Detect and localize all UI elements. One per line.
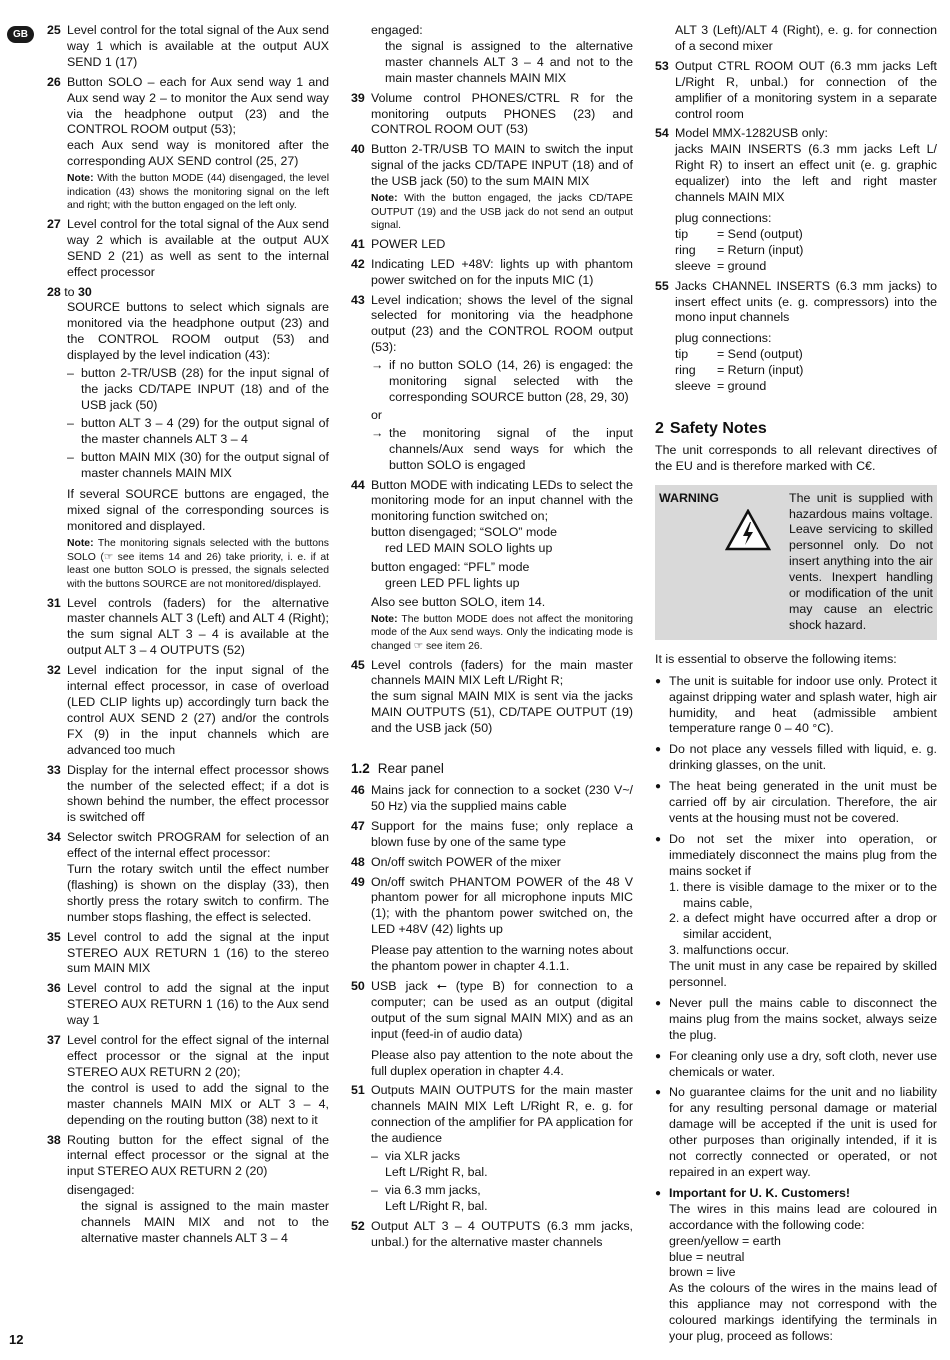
item-text: button disengaged; “SOLO” mode <box>371 525 557 540</box>
item-52 <box>351 1219 633 1251</box>
item-text: Please pay attention to the warning notes about the phantom power in chapter 4.1.1. <box>371 943 633 974</box>
item-number: 42 <box>351 256 365 271</box>
item-text: or <box>371 407 383 422</box>
bullet-text: brown = live <box>669 1265 736 1280</box>
list-number: 3. <box>669 943 680 958</box>
high-voltage-warning-icon <box>725 509 771 551</box>
item-text: red LED MAIN SOLO lights up <box>385 541 553 556</box>
numbered-item <box>669 911 937 943</box>
item-text: If several SOURCE buttons are engaged, the mixed signal of the corresponding sources is monitored and displayed. <box>67 487 329 534</box>
item-number: 26 <box>47 74 61 89</box>
item-28-30 <box>47 285 329 592</box>
usb-icon: ⭠ <box>436 978 447 993</box>
item-25 <box>47 23 329 71</box>
item-number: 41 <box>351 236 365 251</box>
item-34 <box>47 830 329 925</box>
section-title: Safety Notes <box>669 419 767 437</box>
item-39 <box>351 91 633 139</box>
plug-value: = ground <box>717 379 767 394</box>
warning-box <box>655 485 937 640</box>
list-number: 1. <box>669 879 680 894</box>
section-number: 1.2 <box>351 761 370 777</box>
item-number: 39 <box>351 90 365 105</box>
dash-item <box>371 1183 633 1215</box>
item-text: the sum signal MAIN MIX is sent via the jacks MAIN OUTPUTS (51), CD/TAPE OUTPUT (19) and the USB jack (50) <box>371 689 633 736</box>
arrow-item: → the monitoring signal of the input channels/Aux send ways for which the button SOLO is engaged <box>371 426 633 474</box>
item-text: Output ALT 3 – 4 OUTPUTS (6.3 mm jacks, unbal.) for the alternative master channels <box>371 1218 633 1249</box>
item-text: USB jack <box>371 978 437 993</box>
item-35 <box>47 930 329 978</box>
column-1 <box>47 23 329 1251</box>
item-number: 38 <box>47 1132 61 1147</box>
plug-value: = Return (input) <box>717 242 804 257</box>
item-text: Level controls (faders) for the alternative master channels ALT 3 (Left) and ALT 4 (Right); the sum signal ALT 3 – 4 is available at the output ALT 3 – 4 OUTPUTS (52) <box>67 595 329 658</box>
item-38 <box>47 1133 329 1247</box>
item-37 <box>47 1033 329 1128</box>
item-42 <box>351 257 633 289</box>
dash-text: Left L/Right R, bal. <box>385 1198 488 1213</box>
item-44 <box>351 478 633 654</box>
plug-key: ring <box>675 363 696 378</box>
ce-text: The unit corresponds to all relevant directives of the EU and is therefore marked with <box>655 442 937 473</box>
item-number: 32 <box>47 663 61 678</box>
section-number: 2 <box>655 419 664 437</box>
bullet-item-uk <box>655 1186 937 1345</box>
item-number: 48 <box>351 854 365 869</box>
item-text: ALT 3 (Left)/ALT 4 (Right), e. g. for connection of a second mixer <box>675 23 937 53</box>
item-text: Turn the rotary switch until the effect number (flashing) is shown on the display (33), then shortly press the rotary switch to confirm. The number stops flashing, the effect is selected. <box>67 862 329 924</box>
bullet-item: ● Never pull the mains cable to disconnect the mains plug from the mains socket, always seize the plug. <box>655 996 937 1044</box>
plug-key: tip <box>675 226 689 241</box>
item-number: 35 <box>47 929 61 944</box>
language-badge: GB <box>7 26 34 43</box>
plug-table <box>675 347 937 395</box>
note-label: Note: <box>67 538 94 550</box>
bullet-text: blue = neutral <box>669 1249 745 1264</box>
item-number: 55 <box>655 278 669 293</box>
item-text: Output CTRL ROOM OUT (6.3 mm jacks Left L/Right R, unbal.) for connection of the amplifier of a monitoring system in a separate control room <box>675 58 937 121</box>
plug-value: = ground <box>717 258 767 273</box>
item-53 <box>655 59 937 123</box>
item-text: the control is used to add the signal to the master channels MAIN MIX or ALT 3 – 4, depending on the routing button (38) next to it <box>67 1080 329 1127</box>
note <box>67 172 329 213</box>
note <box>371 192 633 233</box>
item-47 <box>351 819 633 851</box>
item-27 <box>47 217 329 281</box>
section-title: Rear panel <box>377 761 444 777</box>
warning-body <box>733 491 933 634</box>
item-number: 51 <box>351 1083 365 1098</box>
item-number: 37 <box>47 1033 61 1048</box>
note <box>67 537 329 591</box>
item-40 <box>351 142 633 233</box>
item-text: Volume control PHONES/CTRL R for the monitoring outputs PHONES (23) and CONTROL ROOM OUT (53) <box>371 90 633 137</box>
note-label: Note: <box>371 193 398 205</box>
column-3 <box>655 23 937 1350</box>
item-number: 52 <box>351 1218 365 1233</box>
bullet-text: As the colours of the wires in the mains lead of this appliance may not correspond with the coloured markings identifying the terminals in your plug, proceed as follows: <box>669 1281 937 1344</box>
note-text: With the button engaged, the jacks CD/TAPE OUTPUT (19) and the USB jack do not send an output signal. <box>371 193 633 232</box>
item-number: 44 <box>351 477 365 492</box>
item-text: Outputs MAIN OUTPUTS for the main master channels MAIN MIX Left L/Right R, e. g. for connection of the amplifier for PA application for the audience <box>371 1083 633 1146</box>
note-label: Note: <box>67 173 94 185</box>
plug-key: tip <box>675 347 689 362</box>
item-49 <box>351 875 633 975</box>
warning-label: WARNING <box>659 490 719 505</box>
bullet-item: ● The unit is suitable for indoor use only. Protect it against dripping water and splash water, high air humidity, and heat (admissible ambient temperature range 0 – 40 °C). <box>655 674 937 738</box>
item-number: 30 <box>78 284 92 299</box>
item-text: Mains jack for connection to a socket (230 V~/ 50 Hz) via the supplied mains cable <box>371 783 633 813</box>
list-text: a defect might have occurred after a drop or similar accident, <box>683 911 937 942</box>
ce-paragraph: The unit corresponds to all relevant directives of the EU and is therefore marked with C€. <box>655 442 937 473</box>
item-text: Display for the internal effect processor shows the number of the selected effect; if a dot is shown behind the number, the effect processor is switched off <box>67 762 329 825</box>
item-text: Model MMX-1282USB only: <box>675 126 828 141</box>
item-number: 33 <box>47 762 61 777</box>
page-number: 12 <box>9 1332 24 1347</box>
item-text: On/off switch PHANTOM POWER of the 48 V phantom power for all microphone inputs MIC (1); with the phantom power switched on, the LED +48V (42) lights up <box>371 874 633 937</box>
item-number: 54 <box>655 126 669 141</box>
item-text: button engaged: “PFL” mode <box>371 560 530 575</box>
note <box>371 613 633 654</box>
plug-key: sleeve <box>675 379 711 394</box>
item-text: green LED PFL lights up <box>385 575 520 590</box>
item-number: 53 <box>655 58 669 73</box>
item-41 <box>351 237 633 253</box>
numbered-item <box>669 880 937 912</box>
ce-mark-icon: C€ <box>856 458 872 473</box>
item-number: 49 <box>351 874 365 889</box>
item-32 <box>47 663 329 758</box>
item-26 <box>47 75 329 213</box>
item-50 <box>351 979 633 1079</box>
item-45 <box>351 658 633 738</box>
item-text: Also see button SOLO, item 14. <box>371 594 546 609</box>
item-51 <box>351 1083 633 1214</box>
item-text: Level control for the total signal of the Aux send way 2 which is available at the output AUX SEND 2 (21) as well as sent to the internal effect processor <box>67 216 329 279</box>
item-text: Level indication for the input signal of the internal effect processor, in case of overload (LED CLIP lights up) accordingly turn back the control AUX SEND 2 (27) and/or the controls FX (9) in the input channels which are advanced too much <box>67 663 329 757</box>
section-heading-safety <box>655 421 937 437</box>
observe-intro: It is essential to observe the following items: <box>655 651 897 666</box>
section-heading-rear-panel <box>351 761 633 777</box>
item-48 <box>351 855 633 871</box>
plug-value: = Send (output) <box>717 226 803 241</box>
arrow-item: → if no button SOLO (14, 26) is engaged: the monitoring signal selected with the corresponding SOURCE button (28, 29, 30) <box>371 358 633 406</box>
item-text: jacks MAIN INSERTS (6.3 mm jacks Left L/ Right R) to insert an effect unit (e. g. graphic equalizer) into the left and right master channels MAIN MIX <box>675 142 937 205</box>
item-text: Indicating LED +48V: lights up with phantom power switched on for the inputs MIC (1) <box>371 256 633 287</box>
dash-text: Left L/Right R, bal. <box>385 1164 488 1179</box>
item-text: Please also pay attention to the note about the full duplex operation in chapter 4.4. <box>371 1047 633 1078</box>
bullet-item: ● No guarantee claims for the unit and no liability for any resulting personal damage or material damage will be accepted if the unit is used for other purposes than originally intended, if it is not correctly connected or operated, or not repaired in an expert way. <box>655 1085 937 1180</box>
item-55 <box>655 279 937 395</box>
bullet-item: ● The heat being generated in the unit must be carried off by air circulation. Therefore, the air vents at the housing must not be covered. <box>655 779 937 827</box>
item-number: 40 <box>351 142 365 157</box>
dash-text: via 6.3 mm jacks, <box>385 1182 481 1197</box>
item-text: disengaged: <box>67 1183 135 1198</box>
item-text: Button 2-TR/USB TO MAIN to switch the input signal of the jacks CD/TAPE INPUT (18) and of the USB jack (50) to the sum MAIN MIX <box>371 142 633 189</box>
item-number: 46 <box>351 783 365 797</box>
item-range-word: to <box>60 284 79 299</box>
item-text: POWER LED <box>371 236 446 251</box>
item-text: Routing button for the effect signal of the internal effect processor or the signal at the input STEREO AUX RETURN 2 (20) <box>67 1132 329 1179</box>
item-number: 27 <box>47 216 61 231</box>
plug-table <box>675 227 937 275</box>
item-36 <box>47 981 329 1029</box>
item-text: Level control to add the signal at the input STEREO AUX RETURN 1 (16) to the Aux send way 1 <box>67 981 329 1028</box>
bullet-text: green/yellow = earth <box>669 1233 781 1248</box>
item-text: (type B) for connection to a computer; can be used as an output (digital output of the sum signal MAIN MIX) and as an input (feed-in of audio data) <box>371 978 633 1041</box>
list-text: malfunctions occur. <box>683 943 790 958</box>
item-text: Button SOLO – each for Aux send way 1 and Aux send way 2 – to monitor the Aux send way via the headphone output (23) and the CONTROL ROOM output (53); <box>67 74 329 137</box>
item-text: plug connections: <box>675 331 772 346</box>
list-text: there is visible damage to the mixer or to the mains cable, <box>683 879 937 910</box>
note-text: The monitoring signals selected with the buttons SOLO (☞ see items 14 and 26) take priority, i. e. if at least one button SOLO is pressed, the signals selected with the buttons SOURCE are not monitored/displayed. <box>67 538 329 590</box>
item-text: On/off switch POWER of the mixer <box>371 854 561 869</box>
item-text: the signal is assigned to the main master channels MAIN MIX and not to the alternative master channels ALT 3 – 4 <box>81 1199 329 1245</box>
bullet-title: ● Important for U. K. Customers! <box>669 1185 851 1200</box>
bullet-item <box>655 832 937 991</box>
item-text: Level control to add the signal at the input STEREO AUX RETURN 1 (16) to the stereo sum MAIN MIX <box>67 929 329 976</box>
plug-value: = Return (input) <box>717 363 804 378</box>
item-number: 50 <box>351 978 365 993</box>
item-text: Level control for the total signal of the Aux send way 1 which is available at the output AUX SEND 1 (17) <box>67 23 329 69</box>
numbered-item <box>669 943 937 959</box>
warning-text: The unit is supplied with hazardous mains voltage. Leave servicing to skilled personnel only. Do not insert anything into the air vents. Inexpert handling or modification of the unit may cause an electric shock hazard. <box>789 490 933 632</box>
item-text: each Aux send way is monitored after the corresponding AUX SEND control (25, 27) <box>67 138 329 169</box>
item-text: Level controls (faders) for the main master channels MAIN MIX Left L/Right R; <box>371 657 633 688</box>
item-text: the signal is assigned to the alternative master channels ALT 3 – 4 and not to the main master channels MAIN MIX <box>385 38 633 85</box>
dash-item: – button MAIN MIX (30) for the output signal of master channels MAIN MIX <box>67 450 329 482</box>
item-38-continued <box>351 23 633 87</box>
item-43 <box>351 293 633 474</box>
list-number: 2. <box>669 911 680 926</box>
item-number: 36 <box>47 981 61 996</box>
item-text: plug connections: <box>675 210 772 225</box>
column-2 <box>351 23 633 1254</box>
bullet-item: ● Do not place any vessels filled with liquid, e. g. drinking glasses, on the unit. <box>655 742 937 774</box>
item-text: Level control for the effect signal of the internal effect processor or the signal at the input STEREO AUX RETURN 2 (20); <box>67 1033 329 1079</box>
bullet-text: The wires in this mains lead are coloured in accordance with the following code: <box>669 1201 937 1232</box>
dash-item: – button ALT 3 – 4 (29) for the output signal of the master channels ALT 3 – 4 <box>67 416 329 448</box>
item-number: 47 <box>351 818 365 833</box>
item-31 <box>47 596 329 660</box>
item-number: 34 <box>47 830 61 845</box>
item-52-continued <box>655 23 937 55</box>
item-text: Selector switch PROGRAM for selection of an effect of the internal effect processor: <box>67 830 329 861</box>
bullet-text: ● Do not set the mixer into operation, or immediately disconnect the mains plug from the mains socket if <box>669 831 937 878</box>
note-text: With the button MODE (44) disengaged, the level indication (43) shows the monitoring signal on the left and right; with the button engaged on the left only. <box>67 173 329 212</box>
bullet-item: ● For cleaning only use a dry, soft cloth, never use chemicals or water. <box>655 1049 937 1081</box>
plug-key: ring <box>675 242 696 257</box>
note-label: Note: <box>371 613 398 625</box>
item-54 <box>655 126 937 274</box>
item-46 <box>351 783 633 815</box>
item-text: Jacks CHANNEL INSERTS (6.3 mm jacks) to insert effect units (e. g. compressors) into the mono input channels <box>675 278 937 325</box>
plug-value: = Send (output) <box>717 347 803 362</box>
dash-text: via XLR jacks <box>385 1149 461 1164</box>
item-number: 25 <box>47 23 61 37</box>
item-text: Level indication; shows the level of the signal selected for monitoring via the headphone output (23) and the CONTROL ROOM output (53): <box>371 292 633 355</box>
item-text: Support for the mains fuse; only replace a blown fuse by one of the same type <box>371 818 633 849</box>
item-number: 28 <box>47 284 61 299</box>
plug-key: sleeve <box>675 258 711 273</box>
item-number: 45 <box>351 657 365 672</box>
item-text: Button MODE with indicating LEDs to select the monitoring mode for an input channel with the monitoring function switched on; <box>371 477 633 524</box>
bullet-text: The unit must in any case be repaired by skilled personnel. <box>669 959 937 990</box>
item-text: engaged: <box>371 23 423 37</box>
note-text: The button MODE does not affect the monitoring mode of the Aux send ways. Only the indicating mode is changed ☞ see item 26. <box>371 613 633 652</box>
dash-item <box>371 1149 633 1181</box>
item-number: 43 <box>351 292 365 307</box>
item-33 <box>47 763 329 827</box>
item-text: SOURCE buttons to select which signals are monitored via the headphone output (23) and the CONTROL ROOM output (53) and displayed by the level indication (43): <box>67 300 329 363</box>
dash-item: – button 2-TR/USB (28) for the input signal of the jacks CD/TAPE INPUT (18) and of the USB jack (50) <box>67 366 329 414</box>
item-number: 31 <box>47 595 61 610</box>
